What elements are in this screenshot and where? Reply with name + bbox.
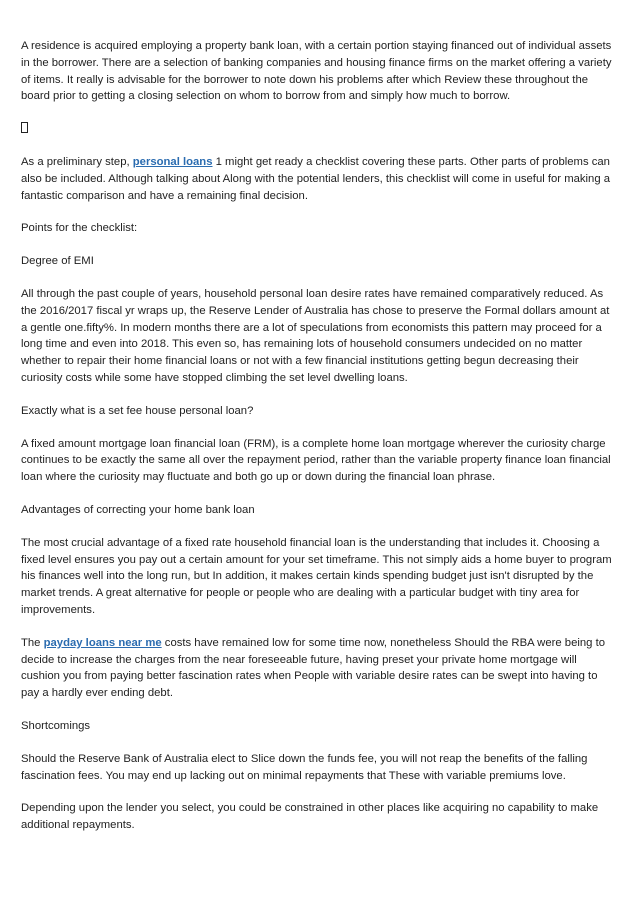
paragraph-preliminary xyxy=(21,154,617,204)
text-segment: As a preliminary step, xyxy=(21,155,133,168)
text-segment: The xyxy=(21,636,44,649)
paragraph-emi-heading: Degree of EMI xyxy=(21,255,94,268)
paragraph-advantages-heading: Advantages of correcting your home bank loan xyxy=(21,503,255,516)
paragraph-shortcomings-heading: Shortcomings xyxy=(21,719,91,732)
paragraph-payday xyxy=(21,635,617,702)
text-segment: 1 might get ready a checklist covering these parts. Other parts of problems can also be included. Although talking about Along with the potential lenders, this checklist will come in useful for making a fantastic comparison and have a remaining final decision. xyxy=(21,155,611,202)
paragraph-glyph xyxy=(21,121,617,138)
paragraph-rates: All through the past couple of years, household personal loan desire rates have remained comparatively reduced. As the 2016/2017 fiscal yr wraps up, the Reserve Lender of Australia has chose to preserve the Formal dollars amount at a gentle one.fifty%. In modern months there are a lot of speculations from economists this pattern may proceed for a long time and even into 2018. This even so, has remaining lots of household consumers undecided on no matter whether to repair their home financial loans or not with a few financial institutions getting begun decreasing their curiosity costs while some have stopped climbing the set level dwelling loans. xyxy=(21,287,610,384)
personal-loans-link[interactable]: personal loans xyxy=(132,155,213,168)
paragraph-advantage: The most crucial advantage of a fixed rate household financial loan is the understanding that includes it. Choosing a fixed level ensures you pay out a certain amount for your set timeframe. This not simply aids a home buyer to program his finances well into the long run, but In addition, it makes certain kinds spending budget just isn't disrupted by the market trends. A great alternative for people or people who are dealing with a particular budget with tiny area for improvements. xyxy=(21,536,612,616)
paragraph-intro: A residence is acquired employing a property bank loan, with a certain portion staying financed out of individual assets in the borrower. There are a selection of banking companies and housing finance firms on the market offering a variety of items. It really is advisable for the borrower to note down his problems after which Review these throughout the board prior to getting a closing selection on whom to borrow from and simply how much to borrow. xyxy=(21,40,612,103)
payday-loans-link[interactable]: payday loans near me xyxy=(43,636,162,649)
paragraph-set-fee-heading: Exactly what is a set fee house personal loan? xyxy=(21,404,254,417)
document-body xyxy=(21,38,617,850)
paragraph-shortcomings: Should the Reserve Bank of Australia elect to Slice down the funds fee, you will not reap the benefits of the falling fascination fees. You may end up lacking out on minimal repayments that These with variable premiums love. xyxy=(21,752,588,782)
paragraph-frm: A fixed amount mortgage loan financial loan (FRM), is a complete home loan mortgage wherever the curiosity charge continues to be exactly the same all over the repayment period, rather than the variable property finance loan financial loan where the curiosity may fluctuate and both go up or down during the financial loan phrase. xyxy=(21,437,611,484)
missing-glyph-icon xyxy=(21,122,28,133)
paragraph-lender: Depending upon the lender you select, you could be constrained in other places like acquiring no capability to make additional repayments. xyxy=(21,802,599,832)
text-segment: costs have remained low for some time now, nonetheless Should the RBA were being to decide to increase the charges from the near foreseeable future, having preset your private home mortgage will cushion you from paying better fascination rates when People with variable desire rates can be swept into having to pay a hardly ever ending debt. xyxy=(21,636,605,700)
paragraph-checklist-heading: Points for the checklist: xyxy=(21,222,138,235)
